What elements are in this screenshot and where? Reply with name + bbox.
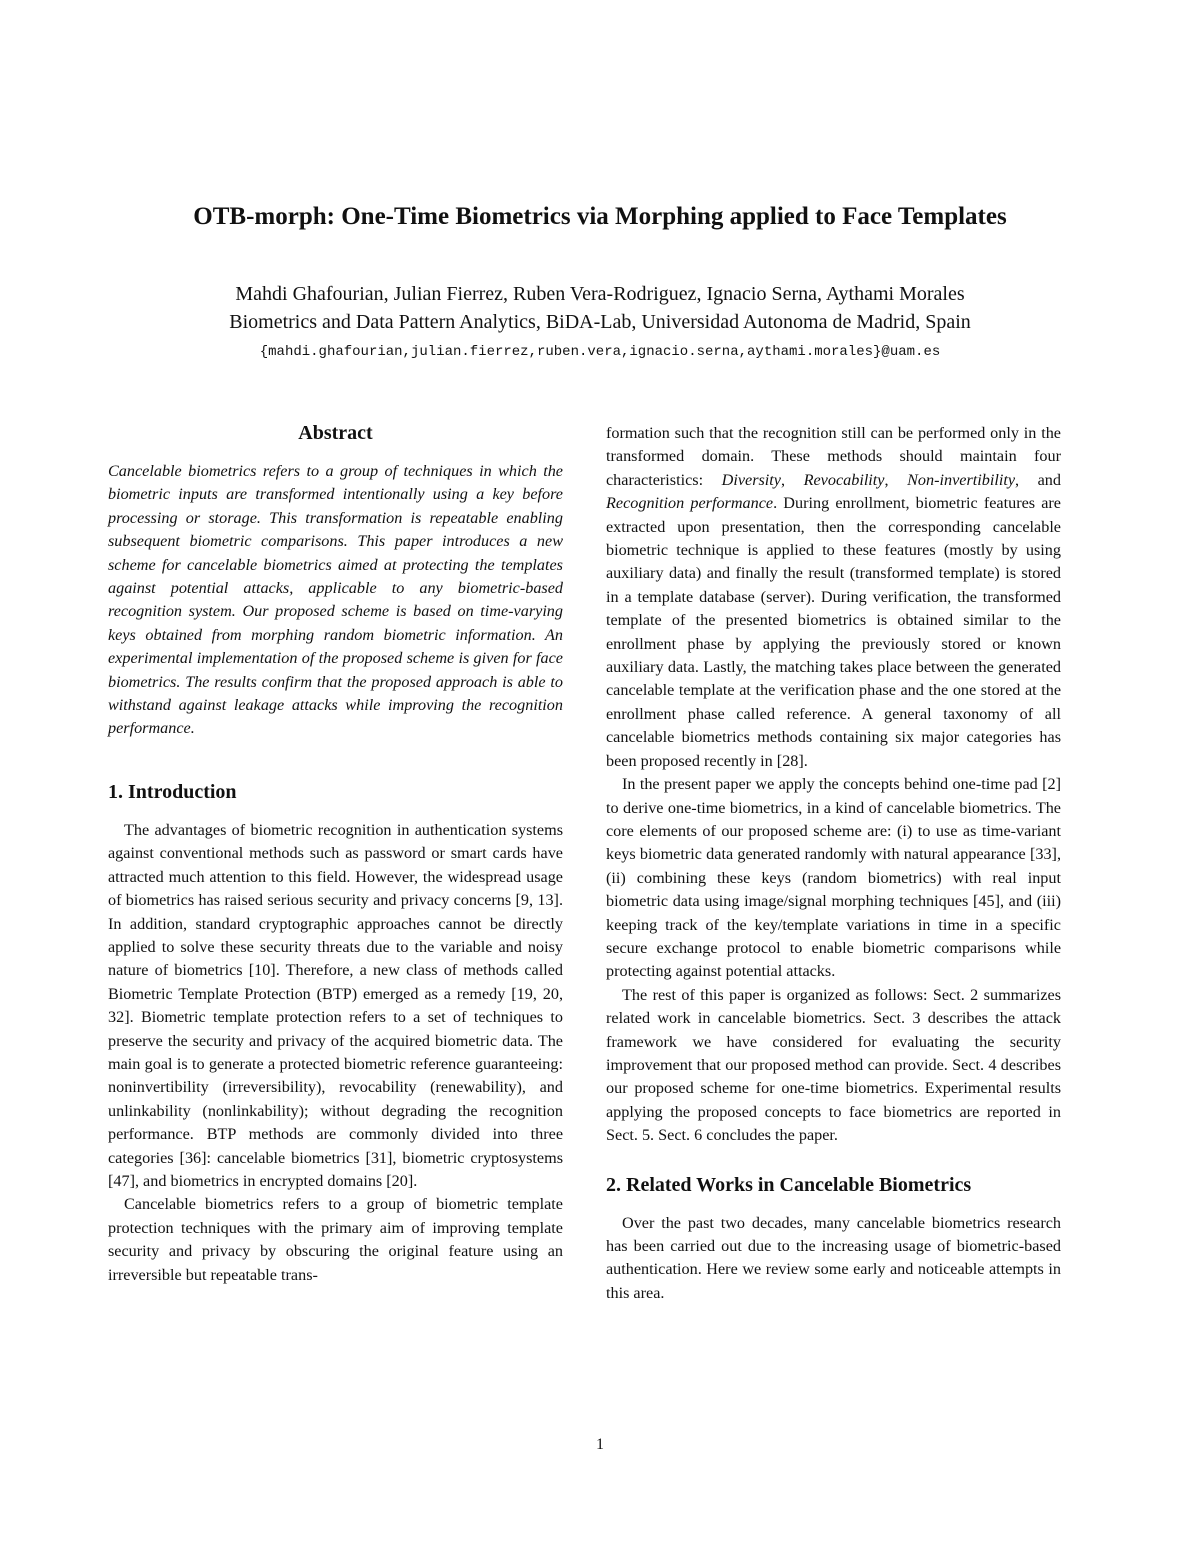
paper-header [100,200,1100,364]
paragraph-text: . During enrollment, biometric features are extracted upon presentation, then the corresponding cancelable biometric technique is applied to these features (mostly by using auxiliary data) and finally the result (transformed template) is stored in a template database (server). During verification, the transformed template of the presented biometrics is obtained similar to the enrollment phase by applying the previously stored or known auxiliary data. Lastly, the matching takes place between the generated cancelable template at the verification phase and the one stored at the enrollment phase called reference. A general taxonomy of all cancelable biometrics methods containing six major categories has been proposed recently in [28]. [606,494,1061,770]
separator: , [780,470,804,489]
paragraph-text: formation such that the recognition still can be performed only in the transformed domain. These methods should maintain four characteristics: [606,424,1061,489]
introduction-paragraph-1: The advantages of biometric recognition in authentication systems against conventional methods such as password or smart cards have attracted much attention to this field. However, the widespread usage of biometrics has raised serious security and privacy concerns [9, 13]. In addition, standard cryptographic approaches cannot be directly applied to solve these security threats due to the variable and noisy nature of biometrics [10]. Therefore, a new class of methods called Biometric Template Protection (BTP) emerged as a remedy [19, 20, 32]. Biometric template protection refers to a set of techniques to preserve the security and privacy of the acquired biometric data. The main goal is to generate a protected biometric reference guaranteeing: noninvertibility (irreversibility), revocability (renewability), and unlinkability (nonlinkability); without degrading the recognition performance. BTP methods are commonly divided into three categories [36]: cancelable biometrics [31], biometric cryptosystems [47], and biometrics in encrypted domains [20]. [108,820,563,1190]
introduction-paragraph-4: The rest of this paper is organized as follows: Sect. 2 summarizes related work in cancelable biometrics. Sect. 3 describes the attack framework we have considered for evaluating the security improvement that our proposed method can provide. Sect. 4 describes our proposed scheme for one-time biometrics. Experimental results applying the proposed concepts to face biometrics are reported in Sect. 5. Sect. 6 concludes the paper. [606,985,1061,1145]
related-works-paragraph-1: Over the past two decades, many cancelable biometrics research has been carried out due to the increasing usage of biometric-based authentication. Here we review some early and noticeable attempts in this area. [606,1213,1061,1302]
introduction-heading: 1. Introduction [108,780,237,803]
introduction-paragraph-2: Cancelable biometrics refers to a group of biometric template protection techniques with the primary aim of improving template security and privacy by obscuring the original feature using an irreversible but repeatable trans- [108,1195,563,1284]
left-column [108,418,563,1287]
affiliation: Biometrics and Data Pattern Analytics, BiDA-Lab, Universidad Autonoma de Madrid, Spain [229,311,971,333]
introduction-paragraph-3: In the present paper we apply the concepts behind one-time pad [2] to derive one-time biometrics, in a kind of cancelable biometrics. The core elements of our proposed scheme are: (i) to use as time-variant keys biometric data generated randomly with natural appearance [33], (ii) combining these keys (random biometrics) with real input biometric data using image/signal morphing techniques [45], and (iii) keeping track of the key/template variations in time in a specific secure exchange protocol to enable biometric comparisons while protecting against potential attacks. [606,775,1061,981]
characteristic-non-invertibility: Non-invertibility [907,470,1016,489]
abstract-text: Cancelable biometrics refers to a group of techniques in which the biometric inputs are transformed intentionally using a key before processing or storage. This transformation is repeatable enabling subsequent biometric comparisons. This paper introduces a new scheme for cancelable biometrics aimed at protecting the templates against potential attacks, applicable to any biometric-based recognition system. Our proposed scheme is based on time-varying keys obtained from morphing random biometric information. An experimental implementation of the proposed scheme is given for face biometrics. The results confirm that the proposed approach is able to withstand against leakage attacks while improving the recognition performance. [108,462,563,738]
author-list: Mahdi Ghafourian, Julian Fierrez, Ruben Vera-Rodriguez, Ignacio Serna, Aythami Morales [235,283,965,305]
abstract-heading: Abstract [298,422,373,444]
separator: , and [1015,470,1061,489]
characteristic-recognition-performance: Recognition performance [606,494,774,513]
introduction-paragraph-2-continued [606,422,1061,773]
paper-title: OTB-morph: One-Time Biometrics via Morphing applied to Face Templates [193,203,1007,230]
related-works-heading: 2. Related Works in Cancelable Biometrics [606,1173,972,1196]
page-number: 1 [596,1436,604,1453]
author-emails: {mahdi.ghafourian,julian.fierrez,ruben.vera,ignacio.serna,aythami.morales}@uam.es [259,344,941,360]
right-column [606,422,1061,1305]
separator: , [884,470,908,489]
characteristic-revocability: Revocability [803,470,885,489]
characteristic-diversity: Diversity [721,470,781,489]
